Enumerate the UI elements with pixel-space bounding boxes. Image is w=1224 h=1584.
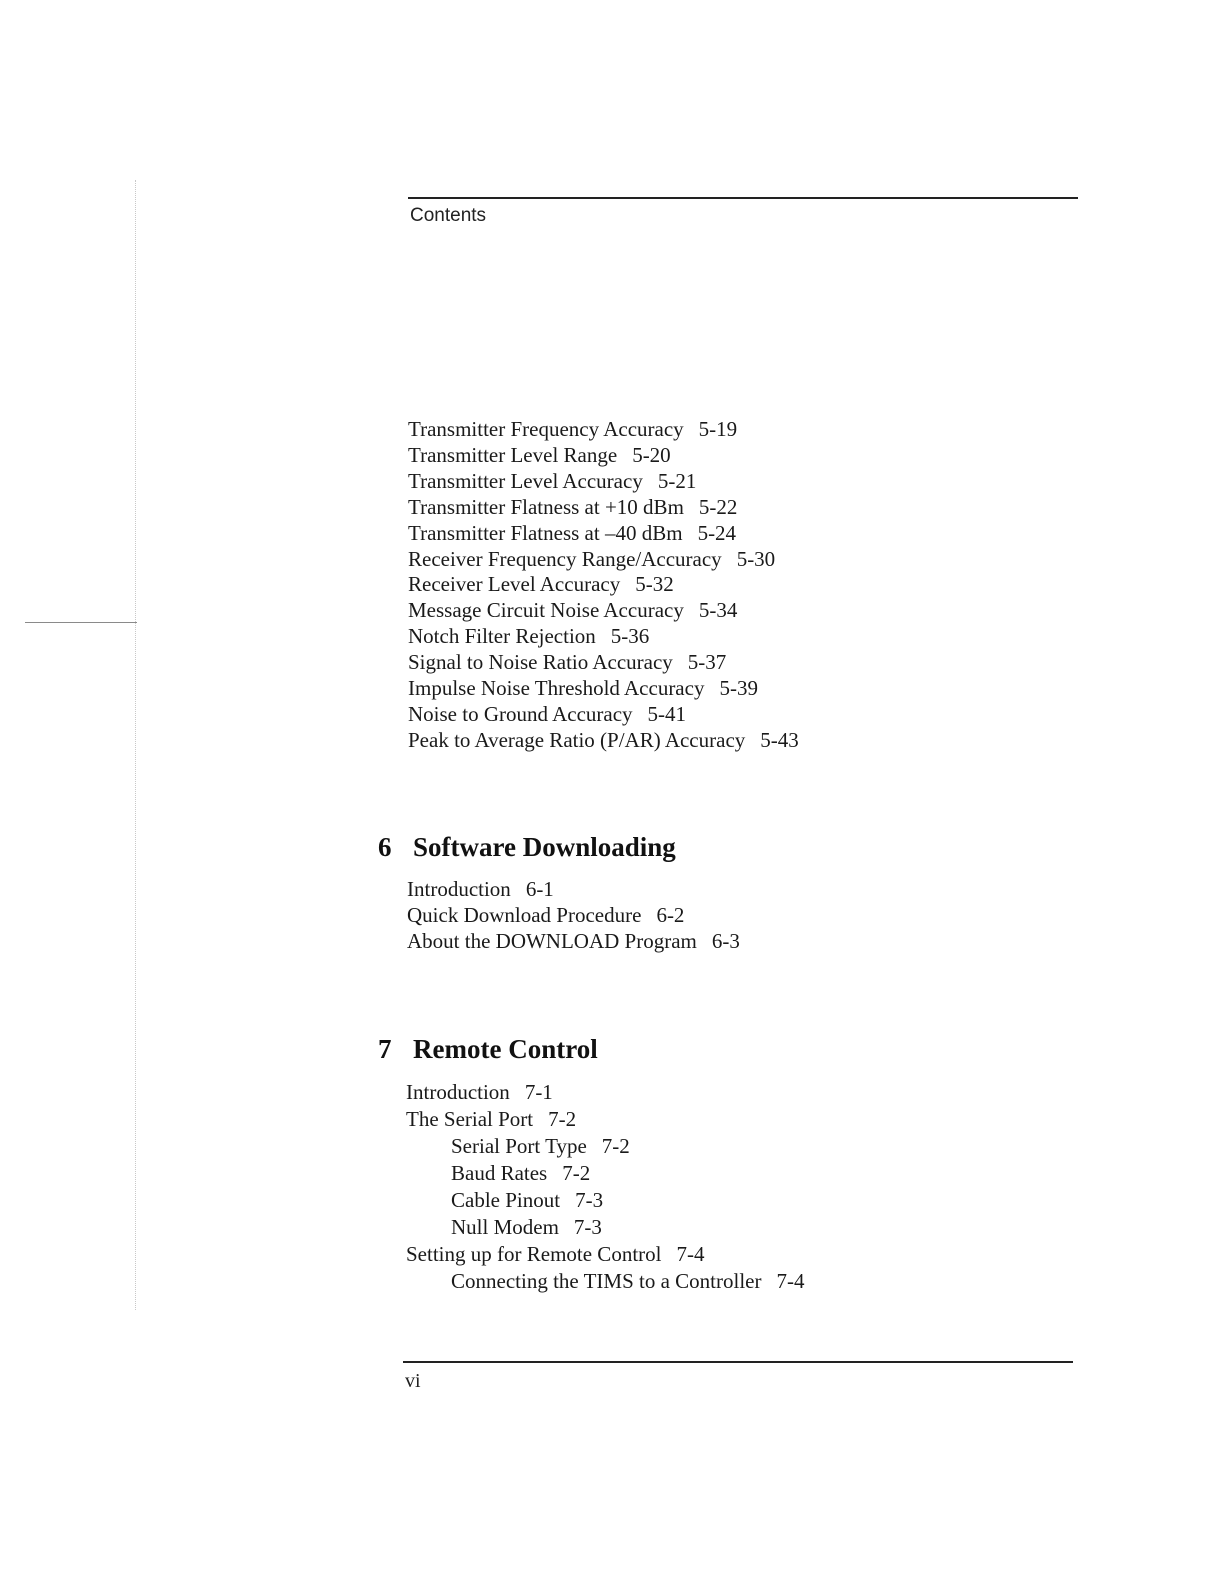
toc-subentry [406, 1133, 805, 1160]
toc-entry-page: 5-32 [635, 572, 674, 597]
toc-entry [406, 1079, 805, 1106]
toc-entry [408, 521, 799, 547]
toc-entry-title: Serial Port Type [451, 1134, 587, 1158]
toc-entry-page: 5-41 [647, 701, 687, 726]
toc-entry [408, 676, 799, 702]
footer-rule [403, 1361, 1073, 1363]
toc-entry-title: Quick Download Procedure [407, 902, 642, 927]
chapter-number: 7 [378, 1034, 392, 1064]
toc-entry [407, 903, 740, 929]
toc-entry-title: Receiver Frequency Range/Accuracy [408, 546, 722, 571]
toc-entry [408, 469, 799, 495]
toc-entry-title: Transmitter Flatness at –40 dBm [408, 520, 683, 545]
toc-entry-page: 5-34 [698, 598, 738, 623]
toc-entry-page: 7-3 [575, 1188, 604, 1212]
toc-entry [408, 702, 799, 728]
toc-entry [406, 1241, 805, 1268]
toc-entry-title: Transmitter Frequency Accuracy [408, 417, 684, 441]
binding-margin-tick [25, 622, 137, 623]
toc-entry-title: Notch Filter Rejection [408, 624, 596, 649]
page-number: vi [405, 1370, 421, 1392]
chapter-heading [378, 832, 676, 863]
chapter6-toc-list [407, 877, 740, 955]
toc-entry-title: Introduction [407, 877, 511, 901]
toc-entry [408, 572, 799, 598]
toc-subentry [406, 1214, 805, 1241]
header-rule [408, 197, 1078, 199]
toc-entry [408, 598, 799, 624]
toc-entry-page: 7-2 [548, 1107, 577, 1131]
toc-entry [407, 877, 740, 903]
toc-entry-title: Cable Pinout [451, 1188, 561, 1212]
toc-entry-title: Setting up for Remote Control [406, 1242, 662, 1266]
chapter-number: 6 [378, 832, 392, 862]
toc-entry-page: 5-19 [698, 417, 738, 441]
toc-entry [408, 495, 799, 521]
toc-subentry [406, 1160, 805, 1187]
toc-entry-page: 7-3 [573, 1215, 602, 1239]
toc-entry-page: 7-4 [676, 1242, 705, 1266]
toc-entry [408, 728, 799, 754]
toc-entry [408, 650, 799, 676]
chapter7-toc-list [406, 1079, 805, 1295]
toc-entry-title: Receiver Level Accuracy [408, 572, 621, 597]
toc-entry-page: 7-4 [776, 1269, 805, 1293]
toc-entry-page: 5-43 [760, 727, 799, 752]
toc-subentry [406, 1187, 805, 1214]
toc-entry-title: Transmitter Level Accuracy [408, 468, 643, 493]
chapter-heading [378, 1034, 598, 1065]
toc-entry-title: Transmitter Flatness at +10 dBm [408, 494, 684, 519]
toc-entry-page: 7-1 [524, 1080, 553, 1104]
toc-entry-page: 5-36 [610, 624, 650, 649]
toc-entry-page: 5-21 [657, 468, 697, 493]
toc-subentry [406, 1268, 805, 1295]
toc-entry-title: About the DOWNLOAD Program [407, 928, 697, 953]
toc-entry-page: 5-22 [698, 494, 738, 519]
toc-entry-title: Peak to Average Ratio (P/AR) Accuracy [408, 727, 746, 752]
chapter5-toc-list [408, 417, 799, 754]
toc-entry-page: 5-20 [632, 442, 671, 467]
chapter-title: Software Downloading [413, 832, 676, 862]
toc-entry-title: Baud Rates [451, 1161, 548, 1185]
toc-entry-title: Connecting the TIMS to a Controller [451, 1269, 762, 1293]
toc-entry-title: Introduction [406, 1080, 510, 1104]
toc-entry-title: Signal to Noise Ratio Accuracy [408, 650, 673, 675]
toc-entry-page: 5-30 [736, 546, 776, 571]
chapter-title: Remote Control [413, 1034, 598, 1064]
toc-entry-page: 5-37 [687, 650, 727, 675]
toc-entry [408, 624, 799, 650]
toc-entry-title: Noise to Ground Accuracy [408, 701, 633, 726]
toc-entry-page: 6-2 [656, 902, 685, 927]
toc-entry-title: Null Modem [451, 1215, 559, 1239]
toc-entry [408, 417, 799, 443]
toc-entry-page: 7-2 [601, 1134, 630, 1158]
toc-entry-title: Transmitter Level Range [408, 442, 618, 467]
toc-entry-page: 7-2 [562, 1161, 591, 1185]
running-header: Contents [410, 205, 487, 226]
toc-entry-page: 6-1 [525, 877, 554, 901]
binding-margin-line [135, 180, 136, 1310]
toc-entry [408, 547, 799, 573]
toc-entry [408, 443, 799, 469]
toc-entry-page: 6-3 [711, 928, 740, 953]
toc-entry [407, 929, 740, 955]
toc-entry-page: 5-24 [697, 520, 737, 545]
toc-entry-page: 5-39 [719, 676, 758, 701]
toc-entry-title: Impulse Noise Threshold Accuracy [408, 676, 705, 701]
toc-entry-title: Message Circuit Noise Accuracy [408, 598, 684, 623]
toc-entry-title: The Serial Port [406, 1107, 534, 1131]
toc-entry [406, 1106, 805, 1133]
